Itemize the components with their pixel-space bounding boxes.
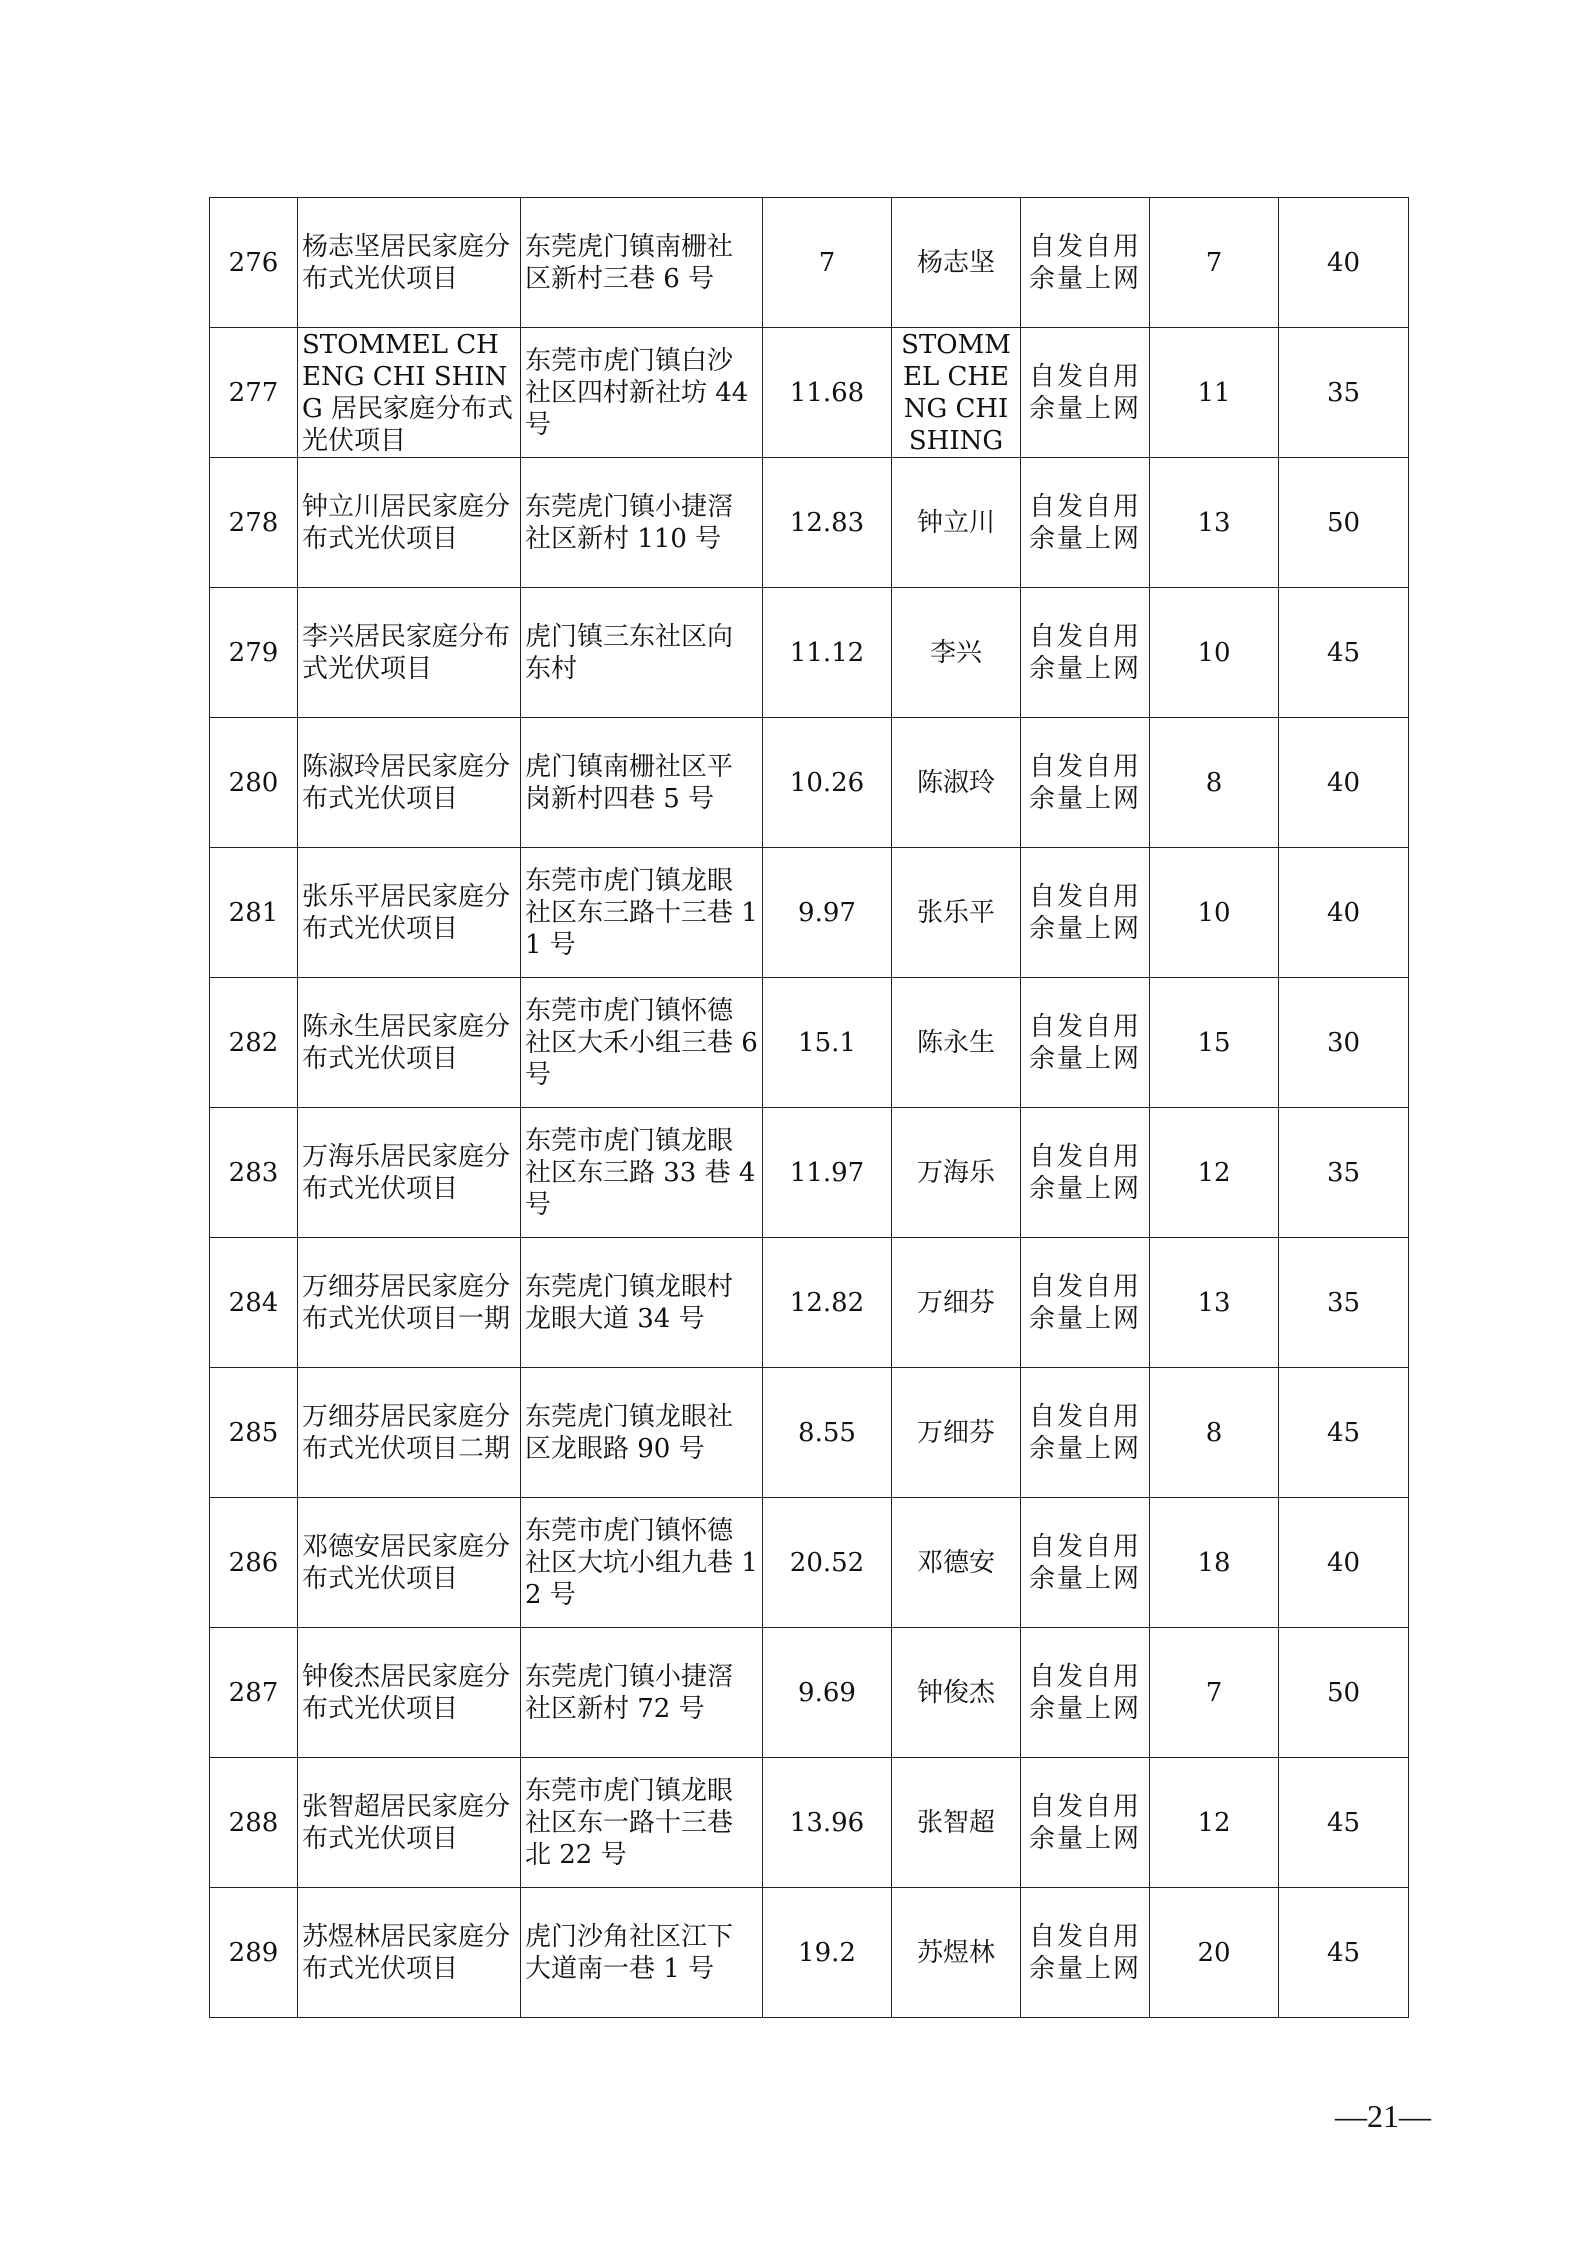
value-col7: 13: [1150, 458, 1279, 588]
table-row: [210, 848, 1409, 978]
value-col8: 35: [1279, 1108, 1409, 1238]
table-row: [210, 1498, 1409, 1628]
value-col7: 8: [1150, 1368, 1279, 1498]
project-name: 陈淑玲居民家庭分布式光伏项目: [298, 718, 521, 848]
project-name: 钟俊杰居民家庭分布式光伏项目: [298, 1628, 521, 1758]
value-col7: 12: [1150, 1108, 1279, 1238]
owner-name: 张智超: [892, 1758, 1021, 1888]
owner-name: 邓德安: [892, 1498, 1021, 1628]
row-number: 286: [210, 1498, 298, 1628]
table-row: [210, 978, 1409, 1108]
grid-mode: 自发自用余量上网: [1021, 1888, 1150, 2018]
capacity-value: 11.68: [763, 328, 892, 458]
value-col7: 11: [1150, 328, 1279, 458]
capacity-value: 9.97: [763, 848, 892, 978]
row-number: 282: [210, 978, 298, 1108]
project-name: 邓德安居民家庭分布式光伏项目: [298, 1498, 521, 1628]
row-number: 288: [210, 1758, 298, 1888]
table-row: [210, 328, 1409, 458]
grid-mode: 自发自用余量上网: [1021, 1108, 1150, 1238]
project-address: 东莞虎门镇小捷滘社区新村 72 号: [521, 1628, 763, 1758]
project-address: 虎门沙角社区江下大道南一巷 1 号: [521, 1888, 763, 2018]
table-row: [210, 458, 1409, 588]
owner-name: 钟俊杰: [892, 1628, 1021, 1758]
value-col7: 12: [1150, 1758, 1279, 1888]
grid-mode: 自发自用余量上网: [1021, 1238, 1150, 1368]
row-number: 289: [210, 1888, 298, 2018]
value-col8: 45: [1279, 1368, 1409, 1498]
project-name: 杨志坚居民家庭分布式光伏项目: [298, 198, 521, 328]
table-row: [210, 198, 1409, 328]
project-name: 万海乐居民家庭分布式光伏项目: [298, 1108, 521, 1238]
capacity-value: 12.83: [763, 458, 892, 588]
row-number: 283: [210, 1108, 298, 1238]
value-col8: 35: [1279, 1238, 1409, 1368]
table-row: [210, 1368, 1409, 1498]
capacity-value: 13.96: [763, 1758, 892, 1888]
capacity-value: 19.2: [763, 1888, 892, 2018]
grid-mode: 自发自用余量上网: [1021, 198, 1150, 328]
project-name: 万细芬居民家庭分布式光伏项目一期: [298, 1238, 521, 1368]
project-address: 东莞虎门镇龙眼村龙眼大道 34 号: [521, 1238, 763, 1368]
row-number: 279: [210, 588, 298, 718]
project-address: 东莞市虎门镇怀德社区大禾小组三巷 6 号: [521, 978, 763, 1108]
grid-mode: 自发自用余量上网: [1021, 328, 1150, 458]
owner-name: STOMMEL CHENG CHI SHING: [892, 328, 1021, 458]
grid-mode: 自发自用余量上网: [1021, 588, 1150, 718]
project-name: 张智超居民家庭分布式光伏项目: [298, 1758, 521, 1888]
project-address: 东莞市虎门镇龙眼社区东三路十三巷 11 号: [521, 848, 763, 978]
owner-name: 万细芬: [892, 1238, 1021, 1368]
capacity-value: 7: [763, 198, 892, 328]
value-col7: 13: [1150, 1238, 1279, 1368]
value-col7: 10: [1150, 588, 1279, 718]
owner-name: 陈永生: [892, 978, 1021, 1108]
table-row: [210, 588, 1409, 718]
project-name: 苏煜林居民家庭分布式光伏项目: [298, 1888, 521, 2018]
capacity-value: 9.69: [763, 1628, 892, 1758]
capacity-value: 12.82: [763, 1238, 892, 1368]
grid-mode: 自发自用余量上网: [1021, 1498, 1150, 1628]
owner-name: 万细芬: [892, 1368, 1021, 1498]
capacity-value: 11.12: [763, 588, 892, 718]
value-col8: 40: [1279, 718, 1409, 848]
grid-mode: 自发自用余量上网: [1021, 1368, 1150, 1498]
grid-mode: 自发自用余量上网: [1021, 718, 1150, 848]
owner-name: 杨志坚: [892, 198, 1021, 328]
grid-mode: 自发自用余量上网: [1021, 458, 1150, 588]
row-number: 276: [210, 198, 298, 328]
grid-mode: 自发自用余量上网: [1021, 848, 1150, 978]
table-body: [210, 198, 1409, 2018]
value-col7: 18: [1150, 1498, 1279, 1628]
value-col7: 15: [1150, 978, 1279, 1108]
value-col7: 8: [1150, 718, 1279, 848]
project-table: [209, 197, 1409, 2018]
project-name: STOMMEL CHENG CHI SHING 居民家庭分布式光伏项目: [298, 328, 521, 458]
table-row: [210, 1238, 1409, 1368]
value-col7: 20: [1150, 1888, 1279, 2018]
owner-name: 张乐平: [892, 848, 1021, 978]
capacity-value: 10.26: [763, 718, 892, 848]
project-address: 东莞虎门镇南栅社区新村三巷 6 号: [521, 198, 763, 328]
owner-name: 万海乐: [892, 1108, 1021, 1238]
project-name: 陈永生居民家庭分布式光伏项目: [298, 978, 521, 1108]
owner-name: 李兴: [892, 588, 1021, 718]
row-number: 287: [210, 1628, 298, 1758]
row-number: 280: [210, 718, 298, 848]
project-name: 钟立川居民家庭分布式光伏项目: [298, 458, 521, 588]
value-col7: 7: [1150, 1628, 1279, 1758]
value-col8: 45: [1279, 1888, 1409, 2018]
table-row: [210, 1628, 1409, 1758]
owner-name: 陈淑玲: [892, 718, 1021, 848]
capacity-value: 20.52: [763, 1498, 892, 1628]
value-col8: 45: [1279, 1758, 1409, 1888]
page-number: —21—: [1335, 2098, 1431, 2134]
value-col8: 30: [1279, 978, 1409, 1108]
grid-mode: 自发自用余量上网: [1021, 1628, 1150, 1758]
row-number: 285: [210, 1368, 298, 1498]
project-address: 东莞虎门镇龙眼社区龙眼路 90 号: [521, 1368, 763, 1498]
value-col7: 10: [1150, 848, 1279, 978]
project-name: 万细芬居民家庭分布式光伏项目二期: [298, 1368, 521, 1498]
row-number: 281: [210, 848, 298, 978]
value-col8: 40: [1279, 198, 1409, 328]
table-row: [210, 1758, 1409, 1888]
project-address: 东莞市虎门镇龙眼社区东三路 33 巷 4 号: [521, 1108, 763, 1238]
project-name: 李兴居民家庭分布式光伏项目: [298, 588, 521, 718]
grid-mode: 自发自用余量上网: [1021, 978, 1150, 1108]
row-number: 284: [210, 1238, 298, 1368]
table-row: [210, 1108, 1409, 1238]
value-col8: 45: [1279, 588, 1409, 718]
project-address: 虎门镇三东社区向东村: [521, 588, 763, 718]
owner-name: 苏煜林: [892, 1888, 1021, 2018]
value-col7: 7: [1150, 198, 1279, 328]
project-address: 虎门镇南栅社区平岗新村四巷 5 号: [521, 718, 763, 848]
project-address: 东莞市虎门镇龙眼社区东一路十三巷北 22 号: [521, 1758, 763, 1888]
table-row: [210, 1888, 1409, 2018]
table-row: [210, 718, 1409, 848]
project-address: 东莞市虎门镇怀德社区大坑小组九巷 12 号: [521, 1498, 763, 1628]
grid-mode: 自发自用余量上网: [1021, 1758, 1150, 1888]
capacity-value: 15.1: [763, 978, 892, 1108]
capacity-value: 11.97: [763, 1108, 892, 1238]
project-name: 张乐平居民家庭分布式光伏项目: [298, 848, 521, 978]
owner-name: 钟立川: [892, 458, 1021, 588]
value-col8: 40: [1279, 1498, 1409, 1628]
value-col8: 35: [1279, 328, 1409, 458]
row-number: 277: [210, 328, 298, 458]
project-address: 东莞虎门镇小捷滘社区新村 110 号: [521, 458, 763, 588]
value-col8: 50: [1279, 458, 1409, 588]
project-address: 东莞市虎门镇白沙社区四村新社坊 44 号: [521, 328, 763, 458]
value-col8: 40: [1279, 848, 1409, 978]
value-col8: 50: [1279, 1628, 1409, 1758]
row-number: 278: [210, 458, 298, 588]
capacity-value: 8.55: [763, 1368, 892, 1498]
